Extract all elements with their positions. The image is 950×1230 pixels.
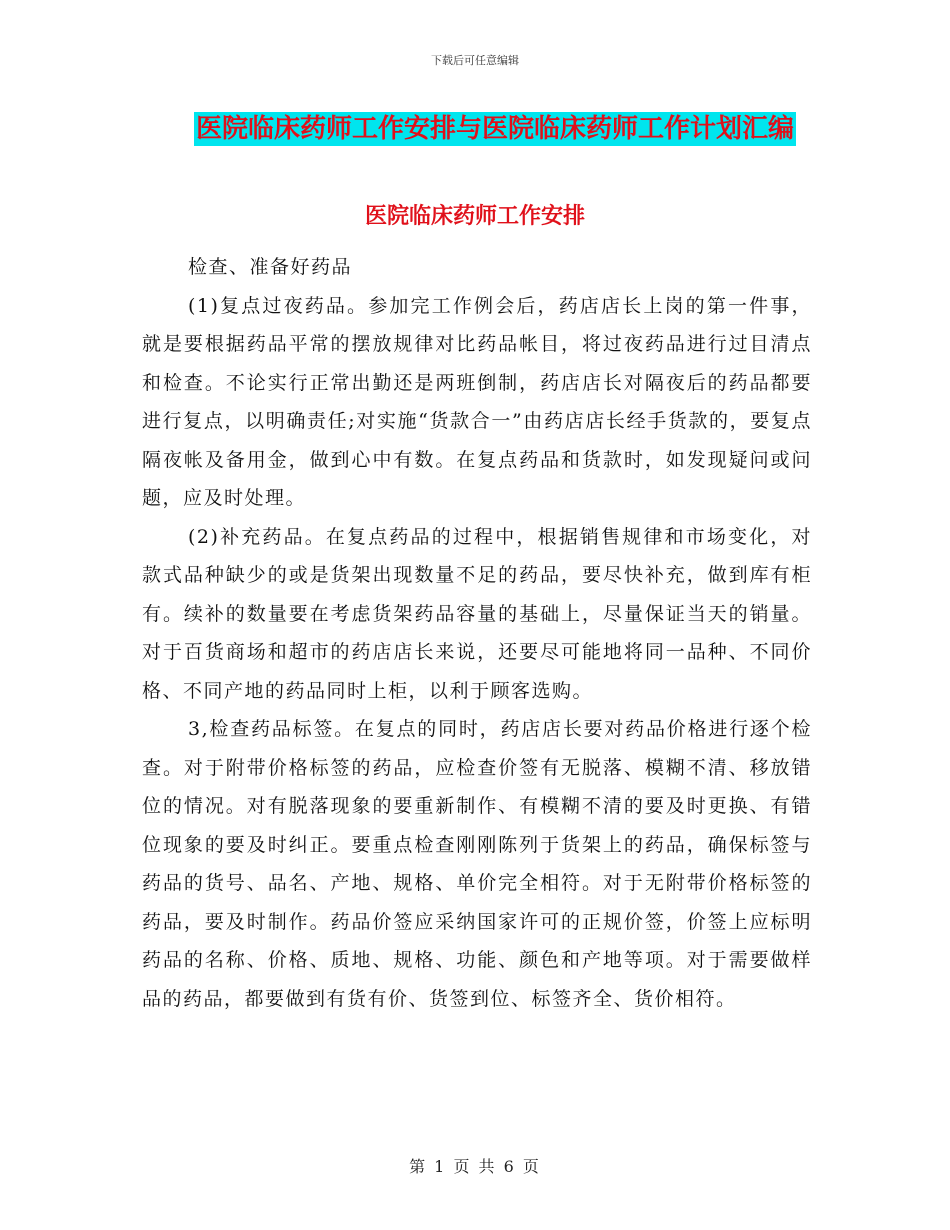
document-title: 医院临床药师工作安排与医院临床药师工作计划汇编 <box>195 114 794 144</box>
document-title-container <box>0 112 950 146</box>
section-title: 医院临床药师工作安排 <box>364 203 585 229</box>
paragraph: 3,检查药品标签。在复点的同时，药店店长要对药品价格进行逐个检查。对于附带价格标签的药品，应检查价签有无脱落、模糊不清、移放错位的情况。对有脱落现象的要重新制作、有模糊不清的要及时更换、有错位现象的要及时纠正。要重点检查刚刚陈列于货架上的药品，确保标签与药品的货号、品名、产地、规格、单价完全相符。对于无附带价格标签的药品，要及时制作。药品价签应采纳国家许可的正规价签，价签上应标明药品的名称、价格、质地、规格、功能、颜色和产地等项。对于需要做样品的药品，都要做到有货有价、货签到位、标签齐全、货价相符。 <box>142 718 812 1010</box>
paragraph: (2)补充药品。在复点药品的过程中，根据销售规律和市场变化，对款式品种缺少的或是货架出现数量不足的药品，要尽快补充，做到库有柜有。续补的数量要在考虑货架药品容量的基础上，尽量保证当天的销量。对于百货商场和超市的药店店长来说，还要尽可能地将同一品种、不同价格、不同产地的药品同时上柜，以利于顾客选购。 <box>142 525 812 702</box>
paragraph: (1)复点过夜药品。参加完工作例会后，药店店长上岗的第一件事，就是要根据药品平常的摆放规律对比药品帐目，将过夜药品进行过目清点和检查。不论实行正常出勤还是两班倒制，药店店长对隔夜后的药品都要进行复点，以明确责任;对实施“货款合一”由药店店长经手货款的，要复点隔夜帐及备用金，做到心中有数。在复点药品和货款时，如发现疑问或问题，应及时处理。 <box>142 294 812 509</box>
paragraph-heading: 检查、准备好药品 <box>188 256 353 278</box>
page-number: 第 1 页 共 6 页 <box>409 1157 541 1176</box>
document-body <box>142 248 812 1018</box>
header-note: 下载后可任意编辑 <box>431 54 519 67</box>
